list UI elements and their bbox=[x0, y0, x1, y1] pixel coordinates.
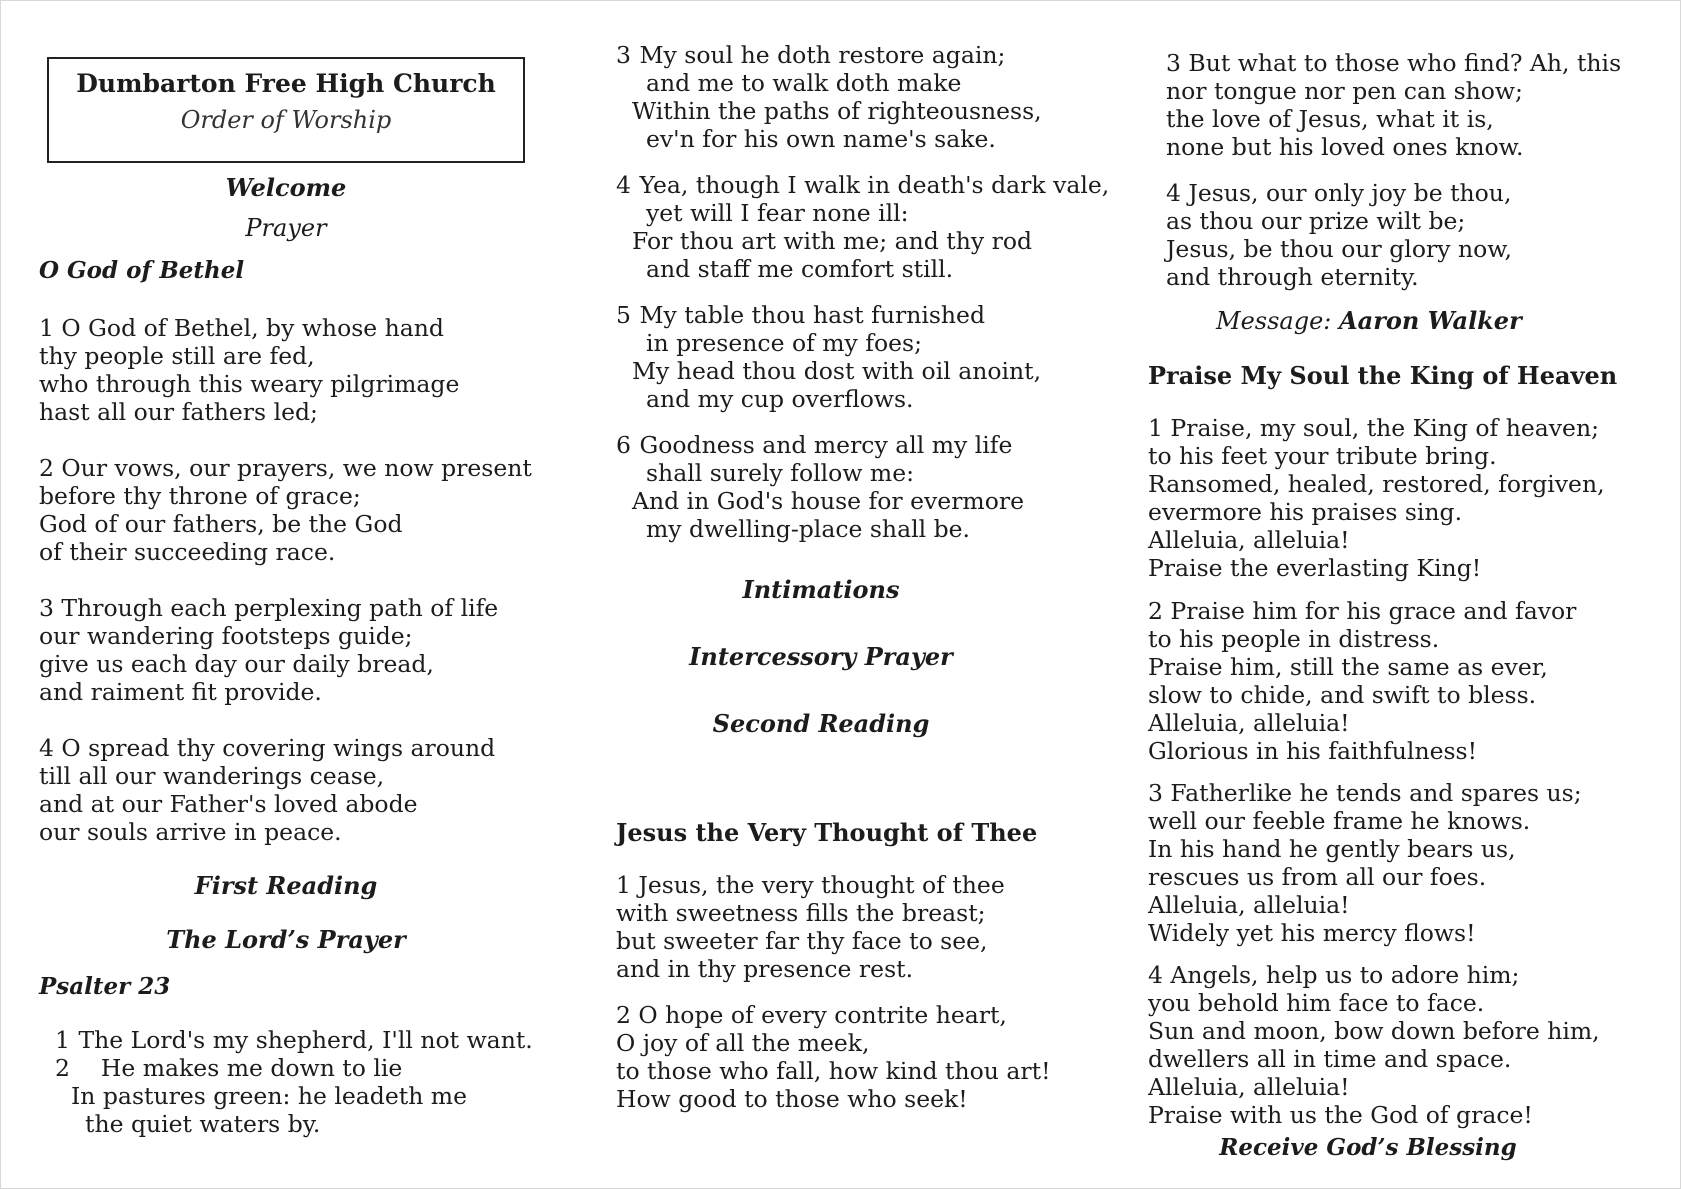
verse-line: to his feet your tribute bring. bbox=[1148, 442, 1497, 470]
verse-number: 1 bbox=[55, 1026, 70, 1054]
verse-line: to his people in distress. bbox=[1148, 625, 1440, 653]
verse-line: My table thou hast furnished bbox=[639, 301, 985, 329]
verse-line: Alleluia, alleluia! bbox=[1148, 709, 1350, 737]
verse-line: rescues us from all our foes. bbox=[1148, 863, 1487, 891]
verse-line: 2 O hope of every contrite heart, bbox=[616, 1001, 1007, 1029]
verse-line: Yea, though I walk in death's dark vale, bbox=[639, 171, 1110, 199]
psalter-title: Psalter 23 bbox=[39, 973, 171, 1000]
intimations-heading: Intimations bbox=[742, 575, 900, 604]
verse-line: before thy throne of grace; bbox=[39, 482, 361, 510]
verse-line: Ransomed, healed, restored, forgiven, bbox=[1148, 470, 1605, 498]
verse-line: 3 Through each perplexing path of life bbox=[39, 594, 499, 622]
verse-number: 3 bbox=[616, 41, 631, 69]
verse-line: to those who fall, how kind thou art! bbox=[616, 1057, 1051, 1085]
verse-line: till all our wanderings cease, bbox=[39, 762, 385, 790]
verse-line: you behold him face to face. bbox=[1148, 989, 1485, 1017]
verse-line: Goodness and mercy all my life bbox=[639, 431, 1013, 459]
verse-line: Widely yet his mercy flows! bbox=[1148, 919, 1476, 947]
verse-line: Alleluia, alleluia! bbox=[1148, 526, 1350, 554]
verse-line: evermore his praises sing. bbox=[1148, 498, 1463, 526]
verse-line: yet will I fear none ill: bbox=[646, 199, 909, 227]
verse-number: 5 bbox=[616, 301, 631, 329]
hymn-bethel-verse bbox=[39, 454, 532, 566]
second-reading-heading: Second Reading bbox=[712, 709, 930, 738]
verse-line: in presence of my foes; bbox=[646, 329, 923, 357]
verse-line: well our feeble frame he knows. bbox=[1148, 807, 1531, 835]
verse-line: and staff me comfort still. bbox=[646, 255, 954, 283]
verse-line: with sweetness fills the breast; bbox=[616, 899, 986, 927]
verse-line: 3 Fatherlike he tends and spares us; bbox=[1148, 779, 1582, 807]
message-speaker: Aaron Walker bbox=[1339, 306, 1522, 335]
verse-line: 3 But what to those who find? Ah, this bbox=[1166, 49, 1622, 77]
verse-line: 1 Jesus, the very thought of thee bbox=[616, 871, 1005, 899]
verse-line: hast all our fathers led; bbox=[39, 398, 318, 426]
verse-line: slow to chide, and swift to bless. bbox=[1148, 681, 1537, 709]
hymn-jesus-verse bbox=[616, 1001, 1051, 1113]
verse-line: none but his loved ones know. bbox=[1166, 133, 1524, 161]
verse-line: 2 Our vows, our prayers, we now present bbox=[39, 454, 532, 482]
verse-line: the quiet waters by. bbox=[85, 1110, 321, 1138]
verse-line: of their succeeding race. bbox=[39, 538, 336, 566]
verse-line: My head thou dost with oil anoint, bbox=[632, 357, 1042, 385]
verse-line: 1 Praise, my soul, the King of heaven; bbox=[1148, 414, 1600, 442]
verse-line: Sun and moon, bow down before him, bbox=[1148, 1017, 1600, 1045]
hymn-bethel-title: O God of Bethel bbox=[39, 257, 245, 284]
verse-line: 2 Praise him for his grace and favor bbox=[1148, 597, 1577, 625]
verse-line: and me to walk doth make bbox=[646, 69, 962, 97]
verse-line: Alleluia, alleluia! bbox=[1148, 1073, 1350, 1101]
psalter-verse bbox=[616, 301, 1041, 413]
verse-line: Within the paths of righteousness, bbox=[632, 97, 1042, 125]
message-label: Message: bbox=[1216, 307, 1332, 335]
psalter-verse bbox=[616, 41, 1042, 153]
church-name: Dumbarton Free High Church bbox=[76, 69, 496, 98]
verse-line: give us each day our daily bread, bbox=[39, 650, 434, 678]
verse-line: and through eternity. bbox=[1166, 263, 1419, 291]
prayer-heading: Prayer bbox=[245, 214, 327, 242]
verse-line: Alleluia, alleluia! bbox=[1148, 891, 1350, 919]
lords-prayer-heading: The Lord’s Prayer bbox=[166, 925, 406, 954]
verse-line: Praise with us the God of grace! bbox=[1148, 1101, 1533, 1129]
verse-line: Praise the everlasting King! bbox=[1148, 554, 1482, 582]
verse-line: My soul he doth restore again; bbox=[639, 41, 1006, 69]
verse-line: He makes me down to lie bbox=[100, 1054, 403, 1082]
verse-line: who through this weary pilgrimage bbox=[39, 370, 460, 398]
verse-line: and my cup overflows. bbox=[646, 385, 914, 413]
verse-line: Praise him, still the same as ever, bbox=[1148, 653, 1548, 681]
hymn-bethel-verse bbox=[39, 314, 459, 426]
verse-line: The Lord's my shepherd, I'll not want. bbox=[78, 1026, 533, 1054]
verse-line: my dwelling-place shall be. bbox=[646, 515, 970, 543]
hymn-bethel-verse bbox=[39, 594, 498, 706]
verse-line: nor tongue nor pen can show; bbox=[1166, 77, 1523, 105]
verse-number: 6 bbox=[616, 431, 631, 459]
verse-line: O joy of all the meek, bbox=[616, 1029, 870, 1057]
verse-line: God of our fathers, be the God bbox=[39, 510, 403, 538]
hymn-praise-title: Praise My Soul the King of Heaven bbox=[1148, 361, 1618, 390]
verse-line: And in God's house for evermore bbox=[632, 487, 1024, 515]
hymn-jesus-title: Jesus the Very Thought of Thee bbox=[616, 818, 1038, 847]
verse-line: and raiment fit provide. bbox=[39, 678, 322, 706]
hymn-praise-verse bbox=[1148, 779, 1582, 947]
verse-line: Glorious in his faithfulness! bbox=[1148, 737, 1478, 765]
verse-line: dwellers all in time and space. bbox=[1148, 1045, 1512, 1073]
verse-line: 4 O spread thy covering wings around bbox=[39, 734, 496, 762]
first-reading-heading: First Reading bbox=[194, 871, 378, 900]
hymn-jesus-verse bbox=[1166, 179, 1512, 291]
order-of-worship-subtitle: Order of Worship bbox=[180, 106, 392, 134]
verse-line: 4 Jesus, our only joy be thou, bbox=[1166, 179, 1512, 207]
verse-line: In pastures green: he leadeth me bbox=[71, 1082, 468, 1110]
message-line bbox=[1216, 306, 1522, 335]
verse-line: 1 O God of Bethel, by whose hand bbox=[39, 314, 444, 342]
title-box bbox=[47, 57, 525, 163]
psalter-verse bbox=[616, 431, 1024, 543]
hymn-bethel-verse bbox=[39, 734, 495, 846]
verse-line: thy people still are fed, bbox=[39, 342, 315, 370]
verse-line: as thou our prize wilt be; bbox=[1166, 207, 1466, 235]
verse-line: For thou art with me; and thy rod bbox=[632, 227, 1033, 255]
intercessory-prayer-heading: Intercessory Prayer bbox=[689, 642, 953, 671]
verse-line: Jesus, be thou our glory now, bbox=[1166, 235, 1513, 263]
hymn-praise-verse bbox=[1148, 961, 1600, 1129]
hymn-jesus-verse bbox=[616, 871, 1005, 983]
verse-line: and in thy presence rest. bbox=[616, 955, 914, 983]
verse-line: our wandering footsteps guide; bbox=[39, 622, 413, 650]
verse-line: shall surely follow me: bbox=[646, 459, 915, 487]
verse-line: our souls arrive in peace. bbox=[39, 818, 342, 846]
hymn-praise-verse bbox=[1148, 597, 1576, 765]
verse-number: 2 bbox=[55, 1054, 70, 1082]
verse-line: In his hand he gently bears us, bbox=[1148, 835, 1516, 863]
blessing-heading: Receive God’s Blessing bbox=[1219, 1134, 1517, 1161]
verse-line: ev'n for his own name's sake. bbox=[646, 125, 996, 153]
psalter-verse-1 bbox=[55, 1026, 533, 1138]
psalter-verse bbox=[616, 171, 1109, 283]
verse-line: but sweeter far thy face to see, bbox=[616, 927, 988, 955]
verse-line: and at our Father's loved abode bbox=[39, 790, 418, 818]
verse-number: 4 bbox=[616, 171, 631, 199]
welcome-heading: Welcome bbox=[225, 173, 347, 202]
verse-line: How good to those who seek! bbox=[616, 1085, 968, 1113]
hymn-jesus-verse bbox=[1166, 49, 1621, 161]
verse-line: 4 Angels, help us to adore him; bbox=[1148, 961, 1520, 989]
hymn-praise-verse bbox=[1148, 414, 1605, 582]
verse-line: the love of Jesus, what it is, bbox=[1166, 105, 1494, 133]
